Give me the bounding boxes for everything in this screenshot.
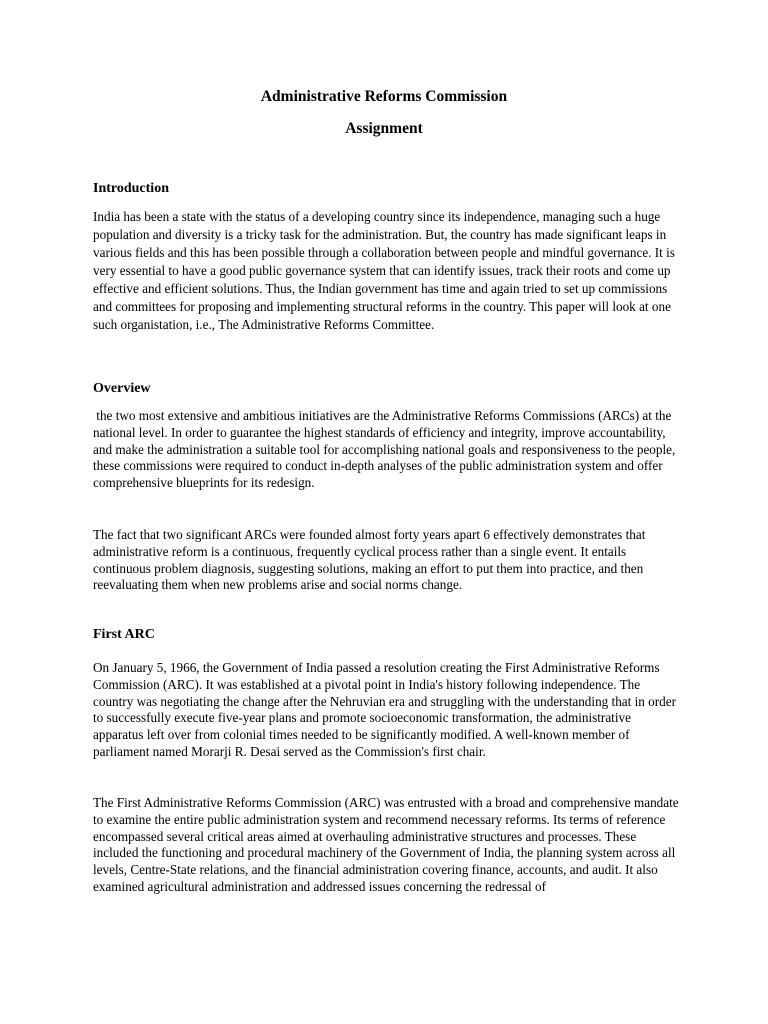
overview-paragraph-1 [93,408,679,492]
section-heading-overview: Overview [93,381,151,396]
first-arc-paragraph-1 [93,660,679,761]
paragraph-text: The fact that two significant ARCs were founded almost forty years apart 6 effectively demonstrates that administrative reform is a continuous, frequently cyclical process rather than a single event. It entails continuous problem diagnosis, suggesting solutions, making an effort to put them into practice, and then reevaluating them when new problems arise and social norms change. [93,527,646,593]
paragraph-text: The First Administrative Reforms Commission (ARC) was entrusted with a broad and comprehensive mandate to examine the entire public administration system and recommend necessary reforms. Its terms of reference encompassed several critical areas aimed at overhauling administrative structures and processes. These included the functioning and procedural machinery of the Government of India, the planning system across all levels, Centre-State relations, and the financial administration covering finance, accounts, and audit. It also examined agricultural administration and addressed issues concerning the redressal of [93,795,679,894]
paragraph-text: the two most extensive and ambitious initiatives are the Administrative Reforms Commissions (ARCs) at the national level. In order to guarantee the highest standards of efficiency and integrity, improve accountability, and make the administration a suitable tool for accomplishing national goals and responsiveness to the people, these commissions were required to conduct in-depth analyses of the public administration system and offer comprehensive blueprints for its redesign. [93,408,679,491]
paragraph-text: India has been a state with the status of a developing country since its independence, managing such a huge population and diversity is a tricky task for the administration. But, the country has made significant leaps in various fields and this has been possible through a collaboration between people and mindful governance. It is very essential to have a good public governance system that can identify issues, track their roots and come up effective and efficient solutions. Thus, the Indian government has time and again tried to set up commissions and committees for proposing and implementing structural reforms in the country. This paper will look at one such organistation, i.e., The Administrative Reforms Committee. [93,209,675,332]
overview-paragraph-2 [93,527,679,594]
document-subtitle: Assignment [345,120,423,137]
first-arc-paragraph-2 [93,795,679,896]
introduction-paragraph [93,208,679,334]
paragraph-text: On January 5, 1966, the Government of India passed a resolution creating the First Administrative Reforms Commission (ARC). It was established at a pivotal point in India's history following independence. The country was negotiating the change after the Nehruvian era and struggling with the understanding that in order to successfully execute five-year plans and promote socioeconomic transformation, the administrative apparatus left over from colonial times needed to be significantly modified. A well-known member of parliament named Morarji R. Desai served as the Commission's first chair. [93,660,676,759]
section-heading-introduction: Introduction [93,181,169,196]
section-heading-first-arc: First ARC [93,627,155,642]
document-title: Administrative Reforms Commission [260,88,508,105]
